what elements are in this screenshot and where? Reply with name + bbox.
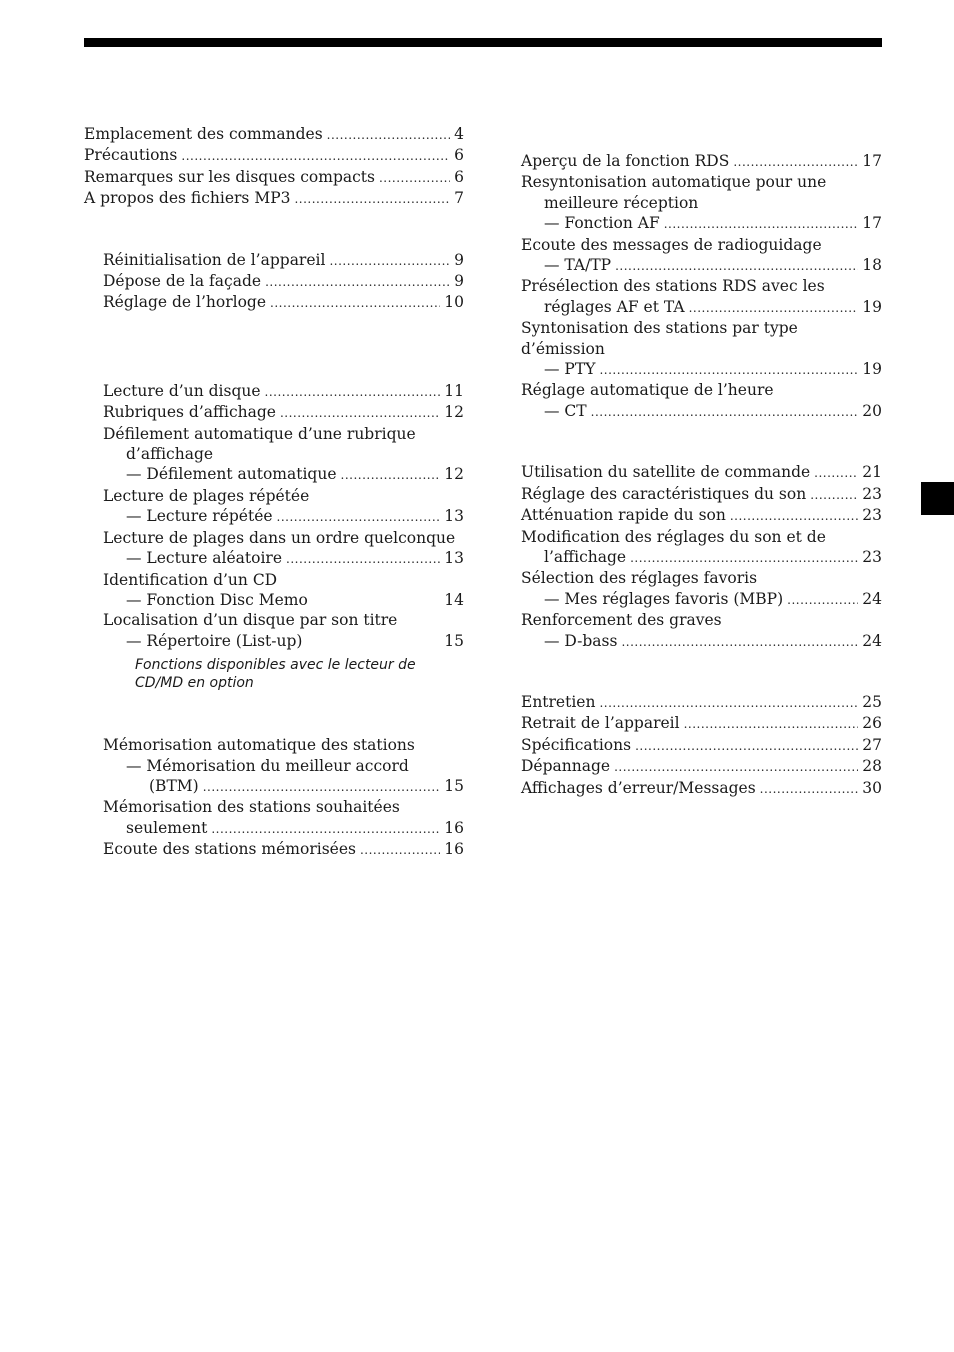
toc-entry-row xyxy=(521,589,882,610)
toc-entry[interactable] xyxy=(103,424,464,486)
toc-entry-line: Mémorisation des stations souhaitées xyxy=(103,798,400,817)
toc-entry-row xyxy=(84,145,464,166)
toc-page-number: 10 xyxy=(444,293,464,312)
toc-entry-title: Affichages d’erreur/Messages xyxy=(521,778,756,797)
toc-page-number: 20 xyxy=(862,401,882,420)
toc-entry[interactable] xyxy=(84,188,464,209)
toc-entry-line: — Mémorisation du meilleur accord xyxy=(126,756,409,775)
toc-entry-row xyxy=(521,692,882,713)
toc-entry-row xyxy=(521,213,882,234)
toc-entry[interactable] xyxy=(103,735,464,797)
toc-entry-line: Localisation d’un disque par son titre xyxy=(103,611,398,630)
toc-page-number: 11 xyxy=(444,381,464,400)
toc-section xyxy=(521,462,882,652)
toc-entry-row xyxy=(103,548,464,569)
toc-entry[interactable] xyxy=(521,380,882,422)
toc-leader-dots xyxy=(599,693,858,713)
toc-entry-row xyxy=(84,167,464,188)
toc-entry-title: Lecture d’un disque xyxy=(103,381,261,400)
toc-leader-dots xyxy=(265,272,450,292)
toc-entry[interactable] xyxy=(103,381,464,402)
toc-leader-dots xyxy=(599,360,858,380)
toc-leader-dots xyxy=(664,214,859,234)
toc-leader-dots xyxy=(684,714,859,734)
toc-entry[interactable] xyxy=(103,839,464,860)
toc-leader-dots xyxy=(591,402,859,422)
toc-page-number: 23 xyxy=(862,484,882,503)
toc-leader-dots xyxy=(615,256,858,276)
toc-page-number: 28 xyxy=(862,757,882,776)
toc-page-number: 15 xyxy=(444,776,464,795)
toc-entry-line: Syntonisation des stations par type d’émission xyxy=(521,319,798,358)
toc-leader-dots xyxy=(277,507,441,527)
toc-entry-title: Aperçu de la fonction RDS xyxy=(521,152,730,170)
toc-entry[interactable] xyxy=(84,124,464,145)
toc-entry-title: Dépannage xyxy=(521,757,611,776)
toc-entry-line: Sélection des réglages favoris xyxy=(521,569,758,588)
toc-entry[interactable] xyxy=(103,797,464,839)
section-tab-marker xyxy=(921,482,954,515)
toc-leader-dots xyxy=(621,632,858,652)
toc-leader-dots xyxy=(814,463,858,483)
toc-page-number: 19 xyxy=(862,297,882,316)
toc-leader-dots xyxy=(360,840,440,860)
toc-page-number: 23 xyxy=(862,547,882,566)
toc-entry-line: Réglage automatique de l’heure xyxy=(521,381,774,400)
toc-section xyxy=(84,124,464,210)
toc-leader-dots xyxy=(286,549,440,569)
toc-entry-line: meilleure réception xyxy=(544,193,699,212)
toc-entry-row xyxy=(103,402,464,423)
toc-entry-row xyxy=(103,271,464,292)
toc-entry[interactable] xyxy=(521,276,882,318)
toc-entry-row xyxy=(521,462,882,483)
toc-entry-row xyxy=(521,505,882,526)
toc-entry-row xyxy=(103,506,464,527)
toc-entry-row xyxy=(521,255,882,276)
toc-left-column xyxy=(84,124,464,861)
toc-section xyxy=(521,151,882,422)
toc-page-number: 24 xyxy=(862,589,882,608)
toc-leader-dots xyxy=(270,293,440,313)
toc-entry-title: Réinitialisation de l’appareil xyxy=(103,250,326,269)
toc-entry-row xyxy=(521,631,882,652)
toc-entry-line: Lecture de plages répétée xyxy=(103,486,310,505)
toc-entry-row xyxy=(103,381,464,402)
toc-entry[interactable] xyxy=(521,527,882,569)
toc-entry-title: — Fonction AF xyxy=(544,214,660,233)
toc-section xyxy=(521,692,882,799)
toc-page-number: 12 xyxy=(444,403,464,422)
toc-entry[interactable] xyxy=(521,318,882,380)
toc-entry-row xyxy=(521,547,882,568)
toc-entry-title: seulement xyxy=(126,818,208,837)
toc-entry-row xyxy=(84,124,464,145)
toc-entry[interactable] xyxy=(521,172,882,234)
toc-page-number: 13 xyxy=(444,549,464,568)
toc-entry[interactable] xyxy=(84,167,464,188)
toc-entry-title: Ecoute des stations mémorisées xyxy=(103,840,356,859)
toc-entry[interactable] xyxy=(103,271,464,292)
toc-entry[interactable] xyxy=(521,735,882,756)
toc-entry-title: Spécifications xyxy=(521,735,632,754)
toc-entry[interactable] xyxy=(103,486,464,528)
top-rule xyxy=(84,38,882,47)
toc-entry-title: — Mes réglages favoris (MBP) xyxy=(544,589,784,608)
toc-page-number: 23 xyxy=(862,506,882,525)
toc-entry[interactable] xyxy=(521,484,882,505)
toc-entry-line: Lecture de plages dans un ordre quelconque xyxy=(103,528,456,547)
toc-entry-row xyxy=(521,359,882,380)
toc-entry[interactable] xyxy=(521,713,882,734)
toc-leader-dots xyxy=(203,777,441,797)
toc-note-line: Fonctions disponibles avec le lecteur de xyxy=(135,657,416,674)
toc-entry-row xyxy=(521,297,882,318)
toc-entry-title: Emplacement des commandes xyxy=(84,125,323,143)
toc-entry[interactable] xyxy=(521,505,882,526)
toc-entry-title: Rubriques d’affichage xyxy=(103,403,276,422)
toc-entry-row xyxy=(103,250,464,271)
toc-entry-title: (BTM) xyxy=(149,776,199,795)
toc-entry-title: A propos des fichiers MP3 xyxy=(84,189,291,208)
toc-entry-line: Identification d’un CD xyxy=(103,570,278,589)
toc-entry-row xyxy=(103,292,464,313)
toc-entry[interactable] xyxy=(103,570,464,611)
toc-section xyxy=(84,381,464,692)
toc-entry-row xyxy=(103,818,464,839)
toc-leader-dots xyxy=(341,465,441,485)
toc-page-number: 16 xyxy=(444,818,464,837)
toc-entry-title: — TA/TP xyxy=(544,256,612,275)
toc-leader-dots xyxy=(689,298,859,318)
toc-page-number: 27 xyxy=(862,735,882,754)
toc-leader-dots xyxy=(181,146,450,166)
toc-entry[interactable] xyxy=(521,568,882,610)
toc-entry-title: Réglage des caractéristiques du son xyxy=(521,484,807,503)
toc-page-number: 15 xyxy=(444,631,464,650)
toc-leader-dots xyxy=(294,189,450,209)
toc-note-line: CD/MD en option xyxy=(135,674,254,691)
toc-entry-title: Atténuation rapide du son xyxy=(521,506,726,525)
toc-entry-row xyxy=(84,188,464,209)
toc-page-number: 9 xyxy=(454,272,464,291)
toc-entry[interactable] xyxy=(521,462,882,483)
toc-note xyxy=(103,657,464,692)
toc-page-number: 9 xyxy=(454,250,464,269)
toc-page-number: 26 xyxy=(862,714,882,733)
toc-leader-dots xyxy=(760,779,859,799)
toc-leader-dots xyxy=(327,125,450,145)
toc-entry-row xyxy=(521,778,882,799)
toc-entry-row xyxy=(103,776,464,797)
toc-entry-title: — Fonction Disc Memo xyxy=(126,590,308,609)
toc-page-number: 17 xyxy=(862,152,882,170)
toc-page-number: 24 xyxy=(862,631,882,650)
toc-entry-title: — Lecture répétée xyxy=(126,507,273,526)
toc-entry-line: d’affichage xyxy=(126,445,214,464)
toc-leader-dots xyxy=(379,168,450,188)
toc-entry[interactable] xyxy=(521,756,882,777)
toc-entry-title: Réglage de l’horloge xyxy=(103,293,266,312)
toc-entry-row xyxy=(103,631,464,651)
toc-entry-title: — Lecture aléatoire xyxy=(126,549,283,568)
toc-entry-title: — Répertoire (List-up) xyxy=(126,631,303,650)
toc-leader-dots xyxy=(810,485,858,505)
toc-leader-dots xyxy=(280,403,440,423)
toc-entry-row xyxy=(521,484,882,505)
toc-entry-row xyxy=(521,151,882,172)
toc-entry-title: réglages AF et TA xyxy=(544,297,685,316)
toc-entry-title: l’affichage xyxy=(544,547,627,566)
toc-entry[interactable] xyxy=(521,610,882,652)
toc-page-number: 13 xyxy=(444,507,464,526)
toc-leader-dots xyxy=(265,382,441,402)
toc-entry-title: — PTY xyxy=(544,360,596,379)
toc-page-number: 7 xyxy=(454,189,464,208)
toc-entry-title: Dépose de la façade xyxy=(103,272,262,291)
toc-entry-row xyxy=(521,713,882,734)
toc-entry[interactable] xyxy=(103,250,464,271)
toc-entry[interactable] xyxy=(103,528,464,570)
toc-entry-line: Renforcement des graves xyxy=(521,611,722,630)
toc-leader-dots xyxy=(211,819,440,839)
toc-leader-dots xyxy=(787,590,858,610)
toc-entry-title: — D-bass xyxy=(544,631,618,650)
toc-page-number: 16 xyxy=(444,840,464,859)
toc-leader-dots xyxy=(733,152,858,172)
toc-entry-row xyxy=(103,590,464,610)
toc-section xyxy=(84,250,464,314)
toc-leader-dots xyxy=(614,757,858,777)
toc-entry[interactable] xyxy=(103,402,464,423)
toc-page-number: 21 xyxy=(862,463,882,482)
toc-page-number: 19 xyxy=(862,360,882,379)
toc-entry-row xyxy=(103,464,464,485)
toc-page-number: 17 xyxy=(862,214,882,233)
toc-entry-line: Modification des réglages du son et de xyxy=(521,527,826,546)
toc-entry-title: — CT xyxy=(544,401,587,420)
toc-page-number: 25 xyxy=(862,692,882,711)
toc-leader-dots xyxy=(630,548,858,568)
toc-entry[interactable] xyxy=(103,610,464,651)
toc-entry-line: Resyntonisation automatique pour une xyxy=(521,173,827,192)
toc-entry-row xyxy=(103,839,464,860)
toc-entry-row xyxy=(521,756,882,777)
toc-page-number: 6 xyxy=(454,146,464,165)
toc-entry-title: Retrait de l’appareil xyxy=(521,714,680,733)
toc-page-number: 30 xyxy=(862,778,882,797)
toc-entry[interactable] xyxy=(521,778,882,799)
toc-entry-line: Présélection des stations RDS avec les xyxy=(521,277,825,296)
toc-page-number: 4 xyxy=(454,125,464,143)
toc-entry-line: Mémorisation automatique des stations xyxy=(103,736,415,755)
toc-page-number: 18 xyxy=(862,256,882,275)
toc-entry[interactable] xyxy=(103,292,464,313)
toc-page-number: 14 xyxy=(444,590,464,609)
toc-leader-dots xyxy=(329,251,450,271)
toc-section xyxy=(84,735,464,860)
toc-leader-dots xyxy=(635,736,858,756)
toc-entry-title: — Défilement automatique xyxy=(126,465,337,484)
toc-entry[interactable] xyxy=(521,151,882,172)
toc-entry-title: Remarques sur les disques compacts xyxy=(84,167,375,186)
toc-entry-line: Ecoute des messages de radioguidage xyxy=(521,235,822,254)
toc-entry-row xyxy=(521,401,882,422)
toc-entry-title: Utilisation du satellite de commande xyxy=(521,463,811,482)
toc-entry[interactable] xyxy=(84,145,464,166)
toc-entry[interactable] xyxy=(521,235,882,277)
toc-entry-title: Précautions xyxy=(84,146,178,165)
toc-right-column xyxy=(521,151,882,799)
toc-leader-dots xyxy=(730,506,858,526)
toc-entry-row xyxy=(521,735,882,756)
toc-entry[interactable] xyxy=(521,692,882,713)
toc-page-number: 12 xyxy=(444,465,464,484)
toc-page-number: 6 xyxy=(454,167,464,186)
toc-entry-title: Entretien xyxy=(521,692,596,711)
toc-entry-line: Défilement automatique d’une rubrique xyxy=(103,424,416,443)
